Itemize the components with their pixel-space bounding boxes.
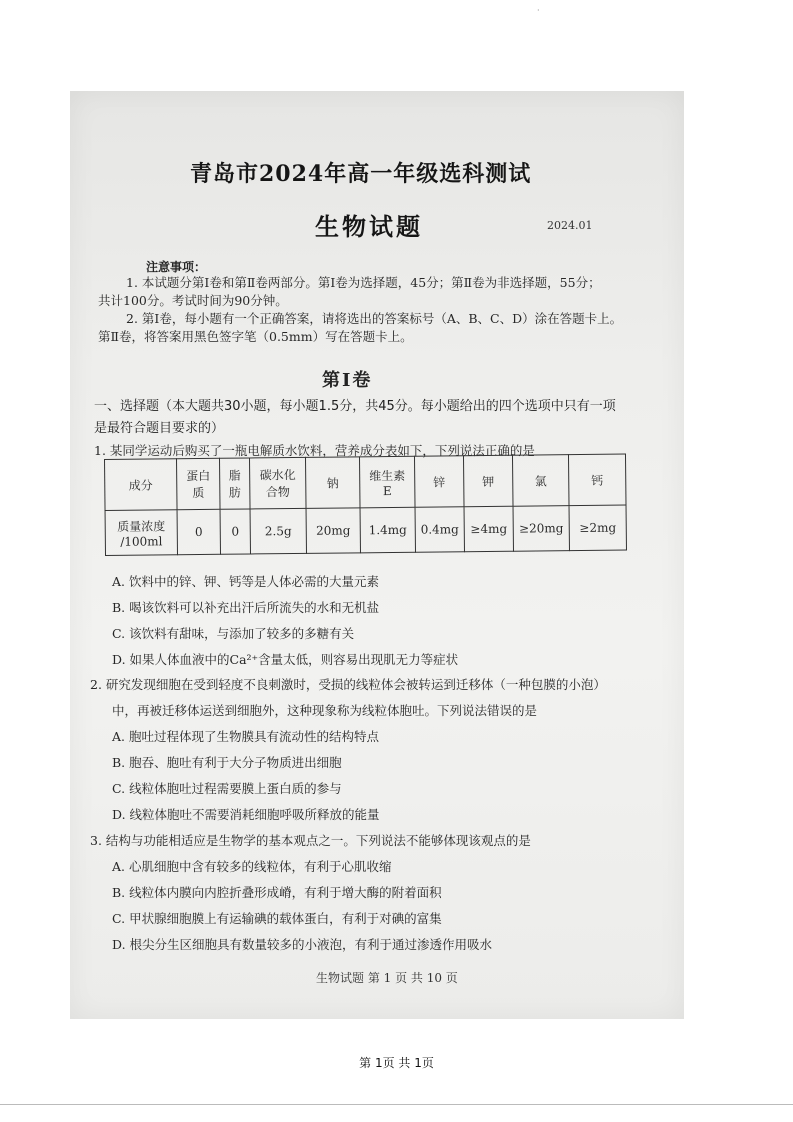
table-header-cell: 成分 [105,459,178,511]
question-2-option-b: B. 胞吞、胞吐有利于大分子物质进出细胞 [112,755,342,770]
table-cell: ≥2mg [569,505,626,551]
nutrition-facts-table [104,454,627,556]
table-cell: ≥4mg [464,506,513,552]
exam-date: 2024.01 [547,219,593,232]
table-cell: 2.5g [250,508,306,554]
table-header-cell: 碳水化 合物 [249,457,306,509]
page-indicator: 第 1页 共 1页 [359,1056,434,1070]
section-heading-line-2: 是最符合题目要求的） [94,421,225,436]
table-row-label: 质量浓度 /100ml [105,510,177,556]
question-2-option-d: D. 线粒体胞吐不需要消耗细胞呼吸所释放的能量 [112,807,380,822]
table-cell: 0 [177,509,220,554]
table-header-cell: 钾 [463,455,513,507]
question-1-option-c: C. 该饮料有甜味，与添加了较多的多糖有关 [112,626,355,641]
table-header-cell: 钠 [305,457,360,509]
question-1-option-b: B. 喝该饮料可以补充出汗后所流失的水和无机盐 [112,600,380,615]
notice-item-2-line-1: 2. 第Ⅰ卷，每小题有一个正确答案，请将选出的答案标号（A、B、C、D）涂在答题卡上。 [126,311,623,326]
part-one-heading: 第Ⅰ卷 [322,370,373,391]
page-footer: 生物试题 第 1 页 共 10 页 [316,971,458,985]
question-2-option-a: A. 胞吐过程体现了生物膜具有流动性的结构特点 [112,729,379,744]
scan-speck: · [537,6,540,15]
question-3-stem: 3. 结构与功能相适应是生物学的基本观点之一。下列说法不能够体现该观点的是 [90,833,531,848]
table-header-cell: 维生素 E [359,456,415,508]
table-cell: 0.4mg [415,507,464,553]
table-header-cell: 氯 [512,455,569,507]
question-3-option-d: D. 根尖分生区细胞具有数量较多的小液泡，有利于通过渗透作用吸水 [112,937,493,952]
question-3-option-c: C. 甲状腺细胞膜上有运输碘的载体蛋白，有利于对碘的富集 [112,911,442,926]
notice-title: 注意事项： [146,260,207,274]
question-2-stem-line-1: 2. 研究发现细胞在受到轻度不良刺激时，受损的线粒体会被转运到迁移体（一种包膜的小泡） [90,677,606,692]
question-1-option-d: D. 如果人体血液中的Ca²⁺含量太低，则容易出现肌无力等症状 [112,652,459,667]
table-header-row [105,454,627,510]
table-header-cell: 锌 [414,456,464,508]
question-3-option-a: A. 心肌细胞中含有较多的线粒体，有利于心肌收缩 [112,859,392,874]
notice-item-1-line-2: 共计100分。考试时间为90分钟。 [98,293,288,308]
section-heading-line-1: 一、选择题（本大题共30小题，每小题1.5分，共45分。每小题给出的四个选项中只有一项 [94,399,616,414]
exam-title: 青岛市2024年高一年级选科测试 [190,161,532,187]
exam-page-scan [70,91,684,1019]
table-header-cell: 钙 [568,454,626,506]
question-2-option-c: C. 线粒体胞吐过程需要膜上蛋白质的参与 [112,781,342,796]
notice-item-1-line-1: 1. 本试题分第Ⅰ卷和第Ⅱ卷两部分。第Ⅰ卷为选择题，45分；第Ⅱ卷为非选择题，55分； [126,275,601,290]
notice-item-2-line-2: 第Ⅱ卷，将答案用黑色签字笔（0.5mm）写在答题卡上。 [98,329,413,344]
table-header-cell: 脂 肪 [219,458,250,509]
table-cell: 0 [220,509,250,554]
table-cell: 20mg [306,508,360,554]
question-1-option-a: A. 饮料中的锌、钾、钙等是人体必需的大量元素 [112,574,379,589]
table-row [105,505,626,555]
subject-title: 生物试题 [315,212,423,241]
table-cell: ≥20mg [513,506,569,552]
table-cell: 1.4mg [360,507,415,553]
bottom-divider [0,1104,793,1105]
question-3-option-b: B. 线粒体内膜向内腔折叠形成嵴，有利于增大酶的附着面积 [112,885,442,900]
table-header-cell: 蛋白 质 [177,458,221,509]
question-2-stem-line-2: 中，再被迁移体运送到细胞外，这种现象称为线粒体胞吐。下列说法错误的是 [112,703,538,718]
question-1-stem: 1. 某同学运动后购买了一瓶电解质水饮料，营养成分表如下，下列说法正确的是 [94,443,535,458]
